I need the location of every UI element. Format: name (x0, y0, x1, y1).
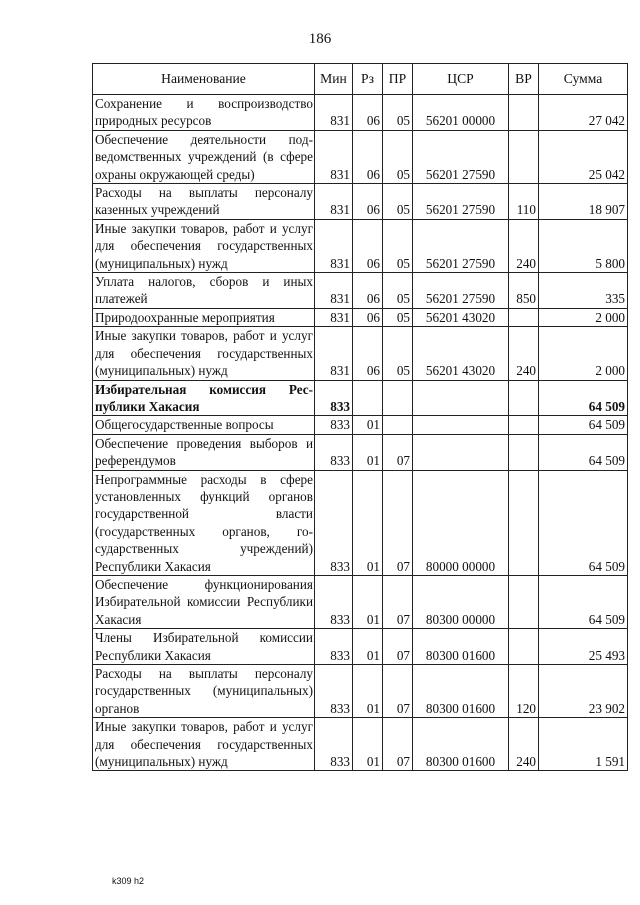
cell-csr: 56201 27590 (413, 219, 509, 272)
table-body (93, 95, 628, 771)
cell-vr (509, 629, 539, 665)
cell-sum: 27 042 (539, 95, 628, 131)
cell-pr: 05 (383, 327, 413, 380)
cell-csr (413, 380, 509, 416)
cell-name: Общегосударственные вопросы (93, 416, 315, 434)
cell-vr: 110 (509, 184, 539, 220)
cell-rz (353, 380, 383, 416)
cell-min: 831 (315, 184, 353, 220)
cell-sum: 5 800 (539, 219, 628, 272)
cell-min: 831 (315, 95, 353, 131)
cell-pr: 07 (383, 718, 413, 771)
cell-sum: 64 509 (539, 470, 628, 575)
cell-vr: 850 (509, 273, 539, 309)
cell-rz: 01 (353, 575, 383, 628)
cell-min: 833 (315, 416, 353, 434)
cell-pr: 05 (383, 273, 413, 309)
cell-csr: 80300 00000 (413, 575, 509, 628)
cell-sum: 64 509 (539, 416, 628, 434)
table-row (93, 629, 628, 665)
cell-name: Непрограммные расходы в сфере установленных функций органов государственной власти (государственных органов, государственных учреждений) Республики Хакасия (93, 470, 315, 575)
cell-pr (383, 416, 413, 434)
table-row (93, 665, 628, 718)
cell-vr (509, 308, 539, 326)
cell-min: 831 (315, 273, 353, 309)
cell-rz: 01 (353, 470, 383, 575)
table-row (93, 130, 628, 183)
cell-min: 833 (315, 575, 353, 628)
cell-csr: 56201 27590 (413, 184, 509, 220)
header-sum: Сумма (539, 64, 628, 95)
cell-rz: 01 (353, 416, 383, 434)
cell-pr: 05 (383, 219, 413, 272)
cell-vr (509, 575, 539, 628)
cell-name: Уплата налогов, сборов и иных платежей (93, 273, 315, 309)
table-row (93, 434, 628, 470)
cell-name: Обеспечение деятельности подведомственных учреждений (в сфере охраны окружающей среды) (93, 130, 315, 183)
table-row (93, 327, 628, 380)
cell-rz: 06 (353, 95, 383, 131)
cell-vr (509, 95, 539, 131)
cell-vr (509, 416, 539, 434)
cell-rz: 06 (353, 130, 383, 183)
table-row (93, 273, 628, 309)
table-row (93, 219, 628, 272)
cell-min: 831 (315, 327, 353, 380)
cell-vr: 240 (509, 327, 539, 380)
cell-rz: 01 (353, 629, 383, 665)
cell-pr: 07 (383, 575, 413, 628)
cell-rz: 06 (353, 184, 383, 220)
cell-vr (509, 130, 539, 183)
cell-name: Сохранение и воспроизводство природных ресурсов (93, 95, 315, 131)
table-row (93, 575, 628, 628)
cell-pr: 05 (383, 184, 413, 220)
cell-vr (509, 380, 539, 416)
cell-rz: 06 (353, 327, 383, 380)
table-row (93, 416, 628, 434)
cell-csr: 80300 01600 (413, 718, 509, 771)
cell-sum: 18 907 (539, 184, 628, 220)
cell-sum: 23 902 (539, 665, 628, 718)
cell-rz: 06 (353, 273, 383, 309)
cell-rz: 01 (353, 434, 383, 470)
cell-sum: 2 000 (539, 327, 628, 380)
cell-pr: 05 (383, 95, 413, 131)
cell-sum: 25 042 (539, 130, 628, 183)
cell-csr: 56201 27590 (413, 273, 509, 309)
cell-csr: 80300 01600 (413, 629, 509, 665)
header-csr: ЦСР (413, 64, 509, 95)
cell-name: Избирательная комиссия Республики Хакасия (93, 380, 315, 416)
cell-rz: 06 (353, 219, 383, 272)
cell-min: 831 (315, 219, 353, 272)
cell-min: 833 (315, 665, 353, 718)
cell-sum: 64 509 (539, 380, 628, 416)
cell-name: Иные закупки товаров, работ и услуг для обеспечения государственных (муниципальных) нужд (93, 219, 315, 272)
cell-name: Расходы на выплаты персоналу казенных учреждений (93, 184, 315, 220)
cell-rz: 06 (353, 308, 383, 326)
cell-csr (413, 416, 509, 434)
cell-name: Члены Избирательной комиссии Республики Хакасия (93, 629, 315, 665)
header-rz: Рз (353, 64, 383, 95)
table-row (93, 718, 628, 771)
cell-vr: 240 (509, 718, 539, 771)
cell-vr (509, 470, 539, 575)
cell-sum: 64 509 (539, 434, 628, 470)
cell-pr: 05 (383, 130, 413, 183)
cell-csr: 56201 43020 (413, 327, 509, 380)
cell-csr: 80300 01600 (413, 665, 509, 718)
cell-pr: 07 (383, 665, 413, 718)
cell-pr: 07 (383, 470, 413, 575)
cell-sum: 25 493 (539, 629, 628, 665)
cell-min: 833 (315, 629, 353, 665)
cell-pr: 07 (383, 434, 413, 470)
cell-vr (509, 434, 539, 470)
cell-name: Иные закупки товаров, работ и услуг для обеспечения государственных (муниципальных) нужд (93, 718, 315, 771)
cell-name: Природоохранные мероприятия (93, 308, 315, 326)
cell-name: Обеспечение проведения выборов и референдумов (93, 434, 315, 470)
cell-sum: 2 000 (539, 308, 628, 326)
cell-min: 833 (315, 718, 353, 771)
cell-csr: 56201 27590 (413, 130, 509, 183)
cell-name: Расходы на выплаты персоналу государственных (муниципальных) органов (93, 665, 315, 718)
cell-sum: 335 (539, 273, 628, 309)
table-row (93, 95, 628, 131)
cell-csr: 56201 43020 (413, 308, 509, 326)
cell-min: 831 (315, 308, 353, 326)
cell-min: 833 (315, 380, 353, 416)
table-header-row (93, 64, 628, 95)
budget-table (92, 63, 628, 771)
cell-pr: 05 (383, 308, 413, 326)
cell-sum: 1 591 (539, 718, 628, 771)
cell-min: 833 (315, 470, 353, 575)
header-name: Наименование (93, 64, 315, 95)
cell-pr: 07 (383, 629, 413, 665)
header-vr: ВР (509, 64, 539, 95)
cell-name: Обеспечение функционирования Избирательной комиссии Республики Хакасия (93, 575, 315, 628)
cell-vr: 120 (509, 665, 539, 718)
cell-pr (383, 380, 413, 416)
cell-csr (413, 434, 509, 470)
cell-name: Иные закупки товаров, работ и услуг для обеспечения государственных (муниципальных) нужд (93, 327, 315, 380)
cell-rz: 01 (353, 665, 383, 718)
table-row (93, 184, 628, 220)
page-number: 186 (308, 31, 332, 47)
cell-min: 831 (315, 130, 353, 183)
cell-sum: 64 509 (539, 575, 628, 628)
cell-vr: 240 (509, 219, 539, 272)
footer-code: k309 h2 (112, 876, 145, 886)
cell-csr: 56201 00000 (413, 95, 509, 131)
cell-min: 833 (315, 434, 353, 470)
header-pr: ПР (383, 64, 413, 95)
table-row (93, 308, 628, 326)
cell-rz: 01 (353, 718, 383, 771)
table-row (93, 470, 628, 575)
table-row (93, 380, 628, 416)
cell-csr: 80000 00000 (413, 470, 509, 575)
header-min: Мин (315, 64, 353, 95)
